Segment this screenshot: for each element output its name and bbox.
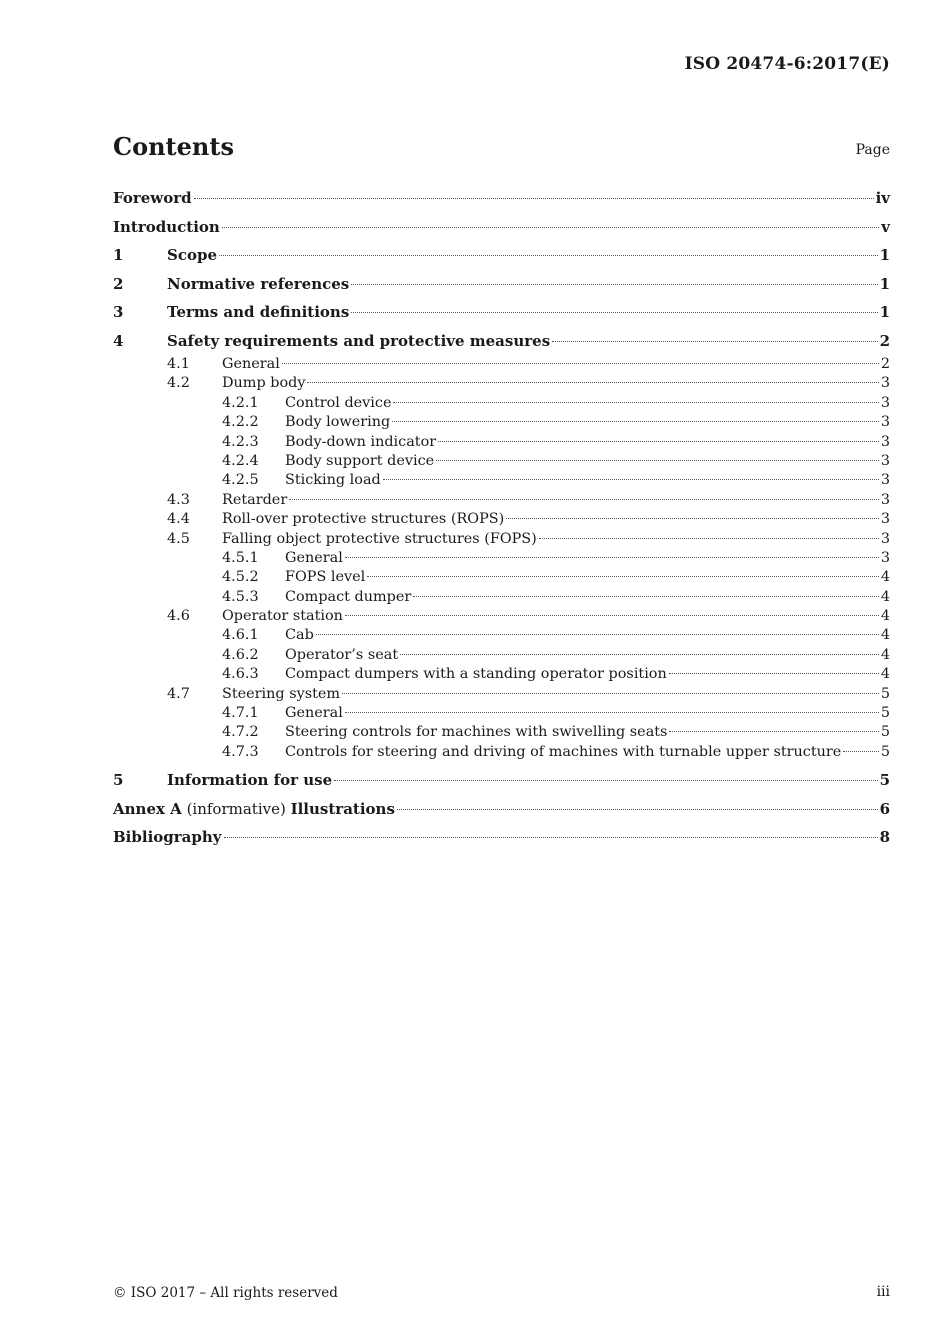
toc-entry-page: 4 [880, 627, 890, 644]
toc-entry[interactable] [113, 568, 890, 587]
toc-entry-title: Cab [285, 627, 314, 644]
toc-entry-title: Scope [167, 246, 218, 264]
toc-entry-title: Operator station [222, 608, 343, 625]
toc-entry-page: 1 [879, 274, 890, 293]
toc-entry[interactable] [113, 549, 890, 568]
dot-leader [351, 284, 877, 285]
toc-entry-title: Bibliography [113, 828, 222, 847]
dot-leader [345, 712, 879, 713]
toc-entry[interactable] [113, 213, 890, 242]
toc-entry-number: 4.2.1 [222, 394, 259, 411]
dot-leader [552, 341, 877, 342]
toc-entry-title: Body lowering [285, 414, 391, 431]
toc-entry-number: 4 [113, 331, 124, 350]
toc-entry-title: Falling object protective structures (FOPS) [222, 530, 537, 547]
toc-entry-number: 4.7.3 [222, 743, 259, 760]
dot-leader [669, 673, 879, 674]
toc-entry-page: 3 [880, 394, 890, 411]
toc-entry-page: 4 [880, 569, 890, 586]
toc-entry[interactable] [113, 270, 890, 299]
toc-entry-title: Annex A (informative) Illustrations [113, 799, 395, 818]
table-of-contents [113, 184, 890, 852]
toc-entry-page: 3 [880, 375, 890, 392]
page-number: iii [876, 1284, 890, 1300]
toc-entry-page: 4 [880, 588, 890, 605]
toc-entry[interactable] [113, 433, 890, 452]
toc-entry-title: Control device [285, 394, 392, 411]
toc-entry-title: Roll-over protective structures (ROPS) [222, 511, 505, 528]
dot-leader [342, 693, 879, 694]
toc-entry-number: 4.6 [167, 608, 190, 625]
dot-leader [219, 255, 878, 256]
toc-entry-page: 1 [879, 303, 890, 321]
contents-heading: Contents [113, 132, 234, 161]
toc-entry-page: 5 [879, 771, 890, 790]
toc-entry[interactable] [113, 184, 890, 213]
toc-entry-title: Compact dumper [285, 588, 412, 605]
toc-entry[interactable] [113, 241, 890, 270]
toc-entry[interactable] [113, 530, 890, 549]
toc-entry-title: General [222, 356, 280, 372]
toc-entry-title: General [285, 705, 343, 722]
toc-entry-number: 4.2.4 [222, 452, 259, 469]
toc-entry-title: General [285, 549, 343, 566]
toc-entry[interactable] [113, 510, 890, 529]
dot-leader [438, 441, 879, 442]
toc-entry[interactable] [113, 685, 890, 704]
toc-entry-page: 2 [880, 356, 890, 372]
toc-entry-page: 5 [880, 724, 890, 741]
copyright-footer: © ISO 2017 – All rights reserved [113, 1285, 338, 1301]
toc-entry-title: Normative references [167, 274, 350, 293]
toc-entry-page: 3 [880, 511, 890, 528]
toc-entry[interactable] [113, 795, 890, 824]
dot-leader [282, 363, 879, 364]
dot-leader [392, 421, 879, 422]
toc-entry-page: 3 [880, 414, 890, 431]
dot-leader [316, 634, 879, 635]
toc-entry-page: 3 [880, 472, 890, 489]
dot-leader [222, 227, 879, 228]
dot-leader [436, 460, 879, 461]
toc-entry[interactable] [113, 471, 890, 490]
dot-leader [345, 557, 879, 558]
toc-entry[interactable] [113, 665, 890, 684]
toc-entry-page: iv [875, 189, 890, 207]
toc-entry[interactable] [113, 588, 890, 607]
toc-entry-title: Introduction [113, 217, 220, 236]
page-column-label: Page [855, 142, 890, 158]
toc-entry[interactable] [113, 355, 890, 374]
toc-entry-number: 4.2.2 [222, 414, 259, 431]
toc-entry[interactable] [113, 413, 890, 432]
toc-entry-page: 5 [880, 685, 890, 702]
toc-entry-page: 3 [880, 433, 890, 450]
dot-leader [669, 731, 878, 732]
toc-entry-page: v [881, 217, 890, 236]
dot-leader [345, 615, 879, 616]
dot-leader [413, 596, 879, 597]
toc-entry[interactable] [113, 374, 890, 393]
dot-leader [334, 780, 877, 781]
toc-entry-number: 1 [113, 246, 124, 264]
toc-entry-number: 4.4 [167, 511, 190, 528]
toc-entry-number: 4.5.2 [222, 569, 259, 586]
toc-entry[interactable] [113, 452, 890, 471]
toc-entry[interactable] [113, 766, 890, 795]
toc-entry-number: 4.2.3 [222, 433, 259, 450]
document-id: ISO 20474-6:2017(E) [684, 54, 890, 74]
dot-leader [367, 576, 879, 577]
dot-leader [397, 809, 878, 810]
dot-leader [843, 751, 879, 752]
toc-entry-number: 4.5.1 [222, 549, 259, 566]
dot-leader [539, 538, 879, 539]
toc-entry[interactable] [113, 394, 890, 413]
dot-leader [224, 837, 878, 838]
toc-entry-title: Steering controls for machines with swivelling seats [285, 724, 668, 741]
toc-entry-title: Sticking load [285, 472, 381, 489]
toc-entry-title: Terms and definitions [167, 303, 350, 321]
toc-entry-page: 2 [879, 331, 890, 350]
toc-entry-page: 1 [879, 246, 890, 264]
toc-entry-title: Steering system [222, 685, 341, 702]
toc-entry-title: Operator’s seat [285, 646, 399, 663]
toc-entry-page: 4 [880, 646, 890, 663]
toc-entry-number: 4.1 [167, 356, 190, 372]
toc-entry-number: 4.2.5 [222, 472, 259, 489]
toc-entry-number: 4.5.3 [222, 588, 259, 605]
toc-entry[interactable] [113, 626, 890, 645]
toc-entry-number: 5 [113, 771, 124, 790]
toc-entry-number: 3 [113, 303, 124, 321]
toc-entry-title: Controls for steering and driving of machines with turnable upper structure [285, 743, 842, 760]
toc-entry-page: 3 [880, 491, 890, 508]
toc-entry[interactable] [113, 491, 890, 510]
toc-entry[interactable] [113, 327, 890, 356]
toc-entry-title: Body support device [285, 452, 435, 469]
toc-entry-number: 4.7 [167, 685, 190, 702]
toc-entry[interactable] [113, 298, 890, 327]
toc-entry-number: 4.5 [167, 530, 190, 547]
toc-entry-number: 4.7.2 [222, 724, 259, 741]
toc-entry-page: 4 [880, 608, 890, 625]
toc-entry-page: 3 [880, 452, 890, 469]
toc-entry-title: Retarder [222, 491, 288, 508]
toc-entry[interactable] [113, 723, 890, 742]
toc-entry-page: 5 [880, 743, 890, 760]
dot-leader [194, 198, 874, 199]
toc-entry-number: 4.6.2 [222, 646, 259, 663]
toc-entry-number: 2 [113, 274, 124, 293]
dot-leader [506, 518, 879, 519]
toc-entry-number: 4.6.3 [222, 666, 259, 683]
toc-entry-number: 4.2 [167, 375, 190, 392]
toc-entry-title: Information for use [167, 771, 333, 790]
toc-entry-page: 6 [879, 799, 890, 818]
toc-entry-page: 3 [880, 530, 890, 547]
toc-entry[interactable] [113, 823, 890, 852]
toc-entry[interactable] [113, 607, 890, 626]
toc-entry-page: 4 [880, 666, 890, 683]
toc-entry-title: Safety requirements and protective measures [167, 331, 551, 350]
dot-leader [383, 479, 879, 480]
dot-leader [400, 654, 879, 655]
toc-entry[interactable] [113, 704, 890, 723]
dot-leader [307, 382, 878, 383]
toc-entry[interactable] [113, 743, 890, 762]
toc-entry-number: 4.6.1 [222, 627, 259, 644]
toc-entry-title: Dump body [222, 375, 306, 392]
toc-entry-page: 3 [880, 549, 890, 566]
dot-leader [289, 499, 879, 500]
toc-entry-page: 8 [879, 828, 890, 847]
toc-entry-number: 4.7.1 [222, 705, 259, 722]
toc-entry-title: Body-down indicator [285, 433, 437, 450]
dot-leader [351, 312, 877, 313]
toc-entry-page: 5 [880, 705, 890, 722]
toc-entry-title: FOPS level [285, 569, 366, 586]
toc-entry-number: 4.3 [167, 491, 190, 508]
toc-entry-title: Foreword [113, 189, 192, 207]
toc-entry-title: Compact dumpers with a standing operator position [285, 666, 667, 683]
toc-entry[interactable] [113, 646, 890, 665]
dot-leader [393, 402, 878, 403]
